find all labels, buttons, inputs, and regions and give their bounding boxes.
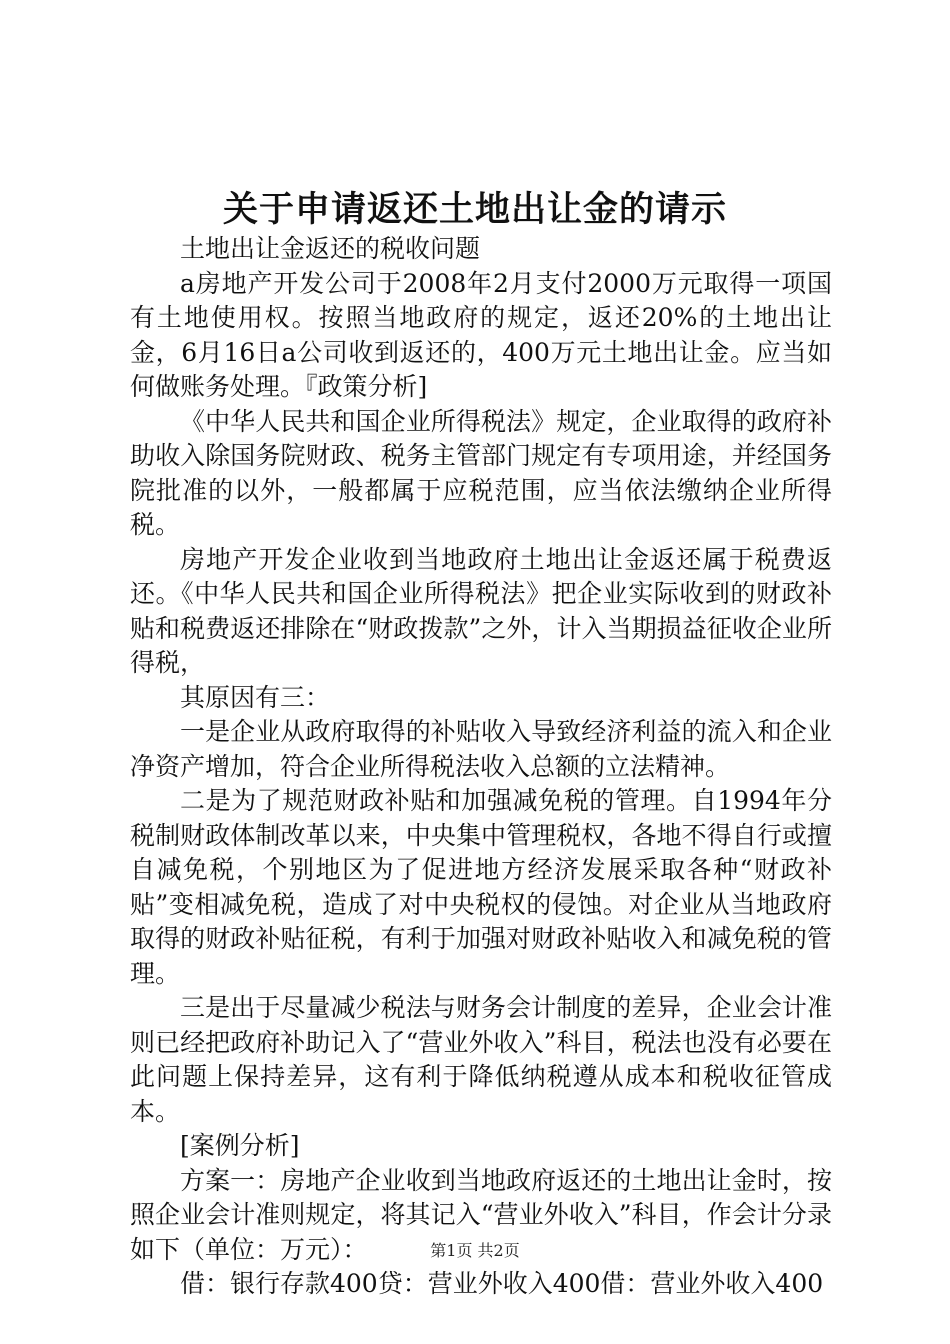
paragraph-case-intro: a房地产开发公司于2008年2月支付2000万元取得一项国有土地使用权。按照当地政府的规定，返还20%的土地出让金，6月16日a公司收到返还的，400万元土地出让金。应当如何做账务处理。『政策分析] <box>130 268 832 401</box>
paragraph-plan-one: 方案一：房地产企业收到当地政府返还的土地出让金时，按照企业会计准则规定，将其记入“营业外收入”科目，作会计分录如下（单位：万元）： <box>130 1165 832 1264</box>
paragraph-reason-three: 三是出于尽量减少税法与财务会计制度的差异，企业会计准则已经把政府补助记入了“营业外收入”科目，税法也没有必要在此问题上保持差异，这有利于降低纳税遵从成本和税收征管成本。 <box>130 993 832 1126</box>
paragraph-tax-refund: 房地产开发企业收到当地政府土地出让金返还属于税费返还。《中华人民共和国企业所得税法》把企业实际收到的财政补贴和税费返还排除在“财政拨款”之外，计入当期损益征收企业所得税， <box>130 544 832 677</box>
page-footer: 第1页 共2页 <box>430 1241 520 1260</box>
paragraph-reasons-heading: 其原因有三： <box>180 682 331 712</box>
paragraph-subtitle: 土地出让金返还的税收问题 <box>180 234 481 263</box>
paragraph-reason-one: 一是企业从政府取得的补贴收入导致经济利益的流入和企业净资产增加，符合企业所得税法收入总额的立法精神。 <box>130 717 832 781</box>
document-body <box>130 232 832 1302</box>
paragraph-case-analysis-heading: [案例分析] <box>180 1131 300 1160</box>
document-title: 关于申请返还土地出让金的请示 <box>222 189 727 230</box>
paragraph-reason-two: 二是为了规范财政补贴和加强减免税的管理。自1994年分税制财政体制改革以来，中央集中管理税权，各地不得自行或擅自减免税，个别地区为了促进地方经济发展采取各种“财政补贴”变相减免税，造成了对中央税权的侵蚀。对企业从当地政府取得的财政补贴征税，有利于加强对财政补贴收入和减免税的管理。 <box>130 786 832 988</box>
paragraph-tax-law: 《中华人民共和国企业所得税法》规定，企业取得的政府补助收入除国务院财政、税务主管部门规定有专项用途，并经国务院批准的以外，一般都属于应税范围，应当依法缴纳企业所得税。 <box>130 406 832 539</box>
paragraph-journal-entry: 借：银行存款400贷：营业外收入400借：营业外收入400 <box>180 1269 824 1298</box>
